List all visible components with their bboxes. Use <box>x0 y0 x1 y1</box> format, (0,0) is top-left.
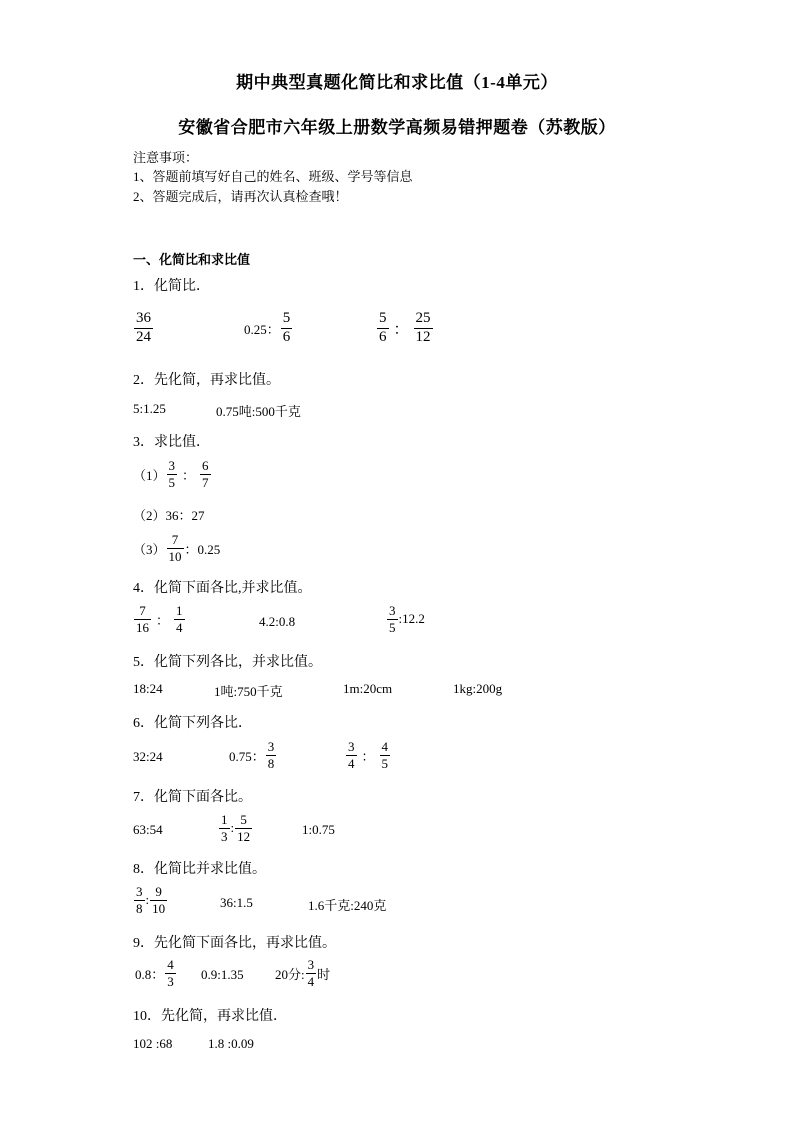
question-3: 3．求比值． <box>133 435 210 450</box>
q5-expression-3: 1m:20cm <box>343 681 393 696</box>
q2-expression-1: 5:1.25 <box>133 401 166 416</box>
q5-expression-1: 18:24 <box>133 681 163 696</box>
q8-expression-1: $\frac{3}{8}$ : $\frac{9}{10}$ <box>136 884 166 916</box>
notes-heading: 注意事项： <box>133 150 199 165</box>
q9-expression-3: 20分: $\frac{3}{4}$ 时 <box>275 957 331 989</box>
q1-expression-2: 0.25： $\frac{5}{6}$ <box>244 310 291 345</box>
q5-expression-4: 1kg:200g <box>453 681 503 696</box>
question-7: 7．化简下面各比。 <box>133 790 252 805</box>
question-2: 2．先化简，再求比值。 <box>133 373 280 388</box>
page-title: 期中典型真题化简比和求比值（1-4单元） <box>236 73 558 92</box>
q6-expression-1: 32:24 <box>133 749 163 764</box>
q6-expression-3: $\frac{3}{4}$ ： $\frac{4}{5}$ <box>348 739 389 771</box>
q5-expression-2: 1吨:750千克 <box>214 684 283 699</box>
q7-expression-3: 1:0.75 <box>302 822 335 837</box>
question-4: 4．化简下面各比,并求比值。 <box>133 581 312 596</box>
q10-expression-2: 1.8 :0.09 <box>208 1036 254 1051</box>
question-8: 8．化简比并求比值。 <box>133 862 266 877</box>
q1-expression-3: $\frac{5}{6}$ ： $\frac{25}{12}$ <box>379 310 431 345</box>
note-item: 1、答题前填写好自己的姓名、班级、学号等信息 <box>133 169 413 184</box>
page-subtitle: 安徽省合肥市六年级上册数学高频易错押题卷（苏教版） <box>178 118 616 137</box>
q6-expression-2: 0.75： $\frac{3}{8}$ <box>229 739 275 771</box>
q8-expression-2: 36:1.5 <box>220 895 253 910</box>
q4-expression-3: $\frac{3}{5}$ :12.2 <box>389 603 425 635</box>
q9-expression-1: 0.8： $\frac{4}{3}$ <box>135 957 174 989</box>
q2-expression-2: 0.75吨:500千克 <box>216 404 301 419</box>
note-item: 2、答题完成后，请再次认真检查哦！ <box>133 189 348 204</box>
question-9: 9．先化简下面各比，再求比值。 <box>133 936 336 951</box>
q9-expression-2: 0.9:1.35 <box>201 967 244 982</box>
q3-part-2: （2）36：27 <box>133 508 205 523</box>
q7-expression-1: 63:54 <box>133 822 163 837</box>
q4-expression-1: $\frac{7}{16}$ ： $\frac{1}{4}$ <box>136 603 183 635</box>
question-1: 1．化简比． <box>133 279 210 294</box>
question-5: 5．化简下列各比，并求比值。 <box>133 655 322 670</box>
q8-expression-3: 1.6千克:240克 <box>308 898 387 913</box>
q4-expression-2: 4.2:0.8 <box>259 614 296 629</box>
q10-expression-1: 102 :68 <box>133 1036 173 1051</box>
q1-expression-1: $\frac{36}{24}$ <box>136 310 151 345</box>
q3-part-3: （3） $\frac{7}{10}$ ：0.25 <box>133 532 221 564</box>
section-heading: 一、化简比和求比值 <box>133 252 251 267</box>
q7-expression-2: $\frac{1}{3}$ : $\frac{5}{12}$ <box>221 812 251 844</box>
question-10: 10．先化简，再求比值． <box>133 1009 287 1024</box>
q3-part-1: （1） $\frac{3}{5}$ ： $\frac{6}{7}$ <box>133 458 209 490</box>
question-6: 6．化简下列各比． <box>133 716 252 731</box>
